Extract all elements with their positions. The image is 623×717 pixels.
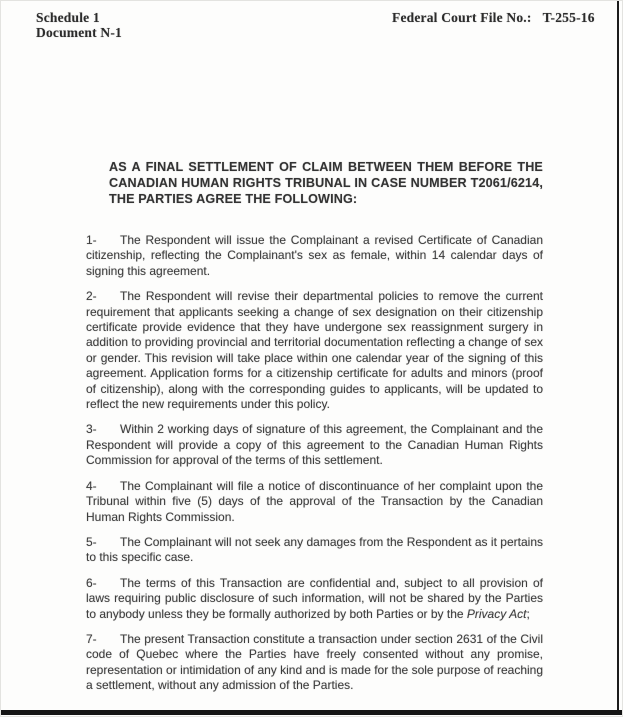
paragraph-4-number: 4- <box>86 478 97 493</box>
paragraph-5-number: 5- <box>86 534 97 549</box>
paragraph-6-text: The terms of this Transaction are confidential and, subject to all provision of laws requiring public disclosure of such information, will not be shared by the Parties to anybody unless they be formally authorized by both Parties or by the <box>86 575 543 621</box>
scan-edge-bottom-line <box>1 710 623 715</box>
paragraph-2-number: 2- <box>86 289 97 304</box>
paragraph-1 <box>86 233 543 279</box>
court-file-block <box>392 10 595 26</box>
paragraph-1-text: The Respondent will issue the Complainant a revised Certificate of Canadian citizenship, reflecting the Complainant's sex as female, within 14 calendar days of signing this agreement. <box>86 233 543 278</box>
document-number-label: Document N-1 <box>36 25 123 40</box>
paragraph-3-number: 3- <box>86 422 97 437</box>
paragraph-7 <box>86 632 543 694</box>
paragraph-7-text: The present Transaction constitute a transaction under section 2631 of the Civil code of Quebec where the Parties have freely consented without any promise, representation or intimidation of any kind and is made for the sole purpose of reaching a settlement, without any admission of the Parties. <box>86 631 543 693</box>
paragraph-5 <box>86 535 543 566</box>
paragraph-6-number: 6- <box>86 575 97 590</box>
court-file-number: T-255-16 <box>542 10 595 25</box>
settlement-title: AS A FINAL SETTLEMENT OF CLAIM BETWEEN THEM BEFORE THE CANADIAN HUMAN RIGHTS TRIBUNAL IN CASE NUMBER T2061/6214, THE PARTIES AGREE THE FOLLOWING: <box>109 160 543 206</box>
paragraph-6-text-end: ; <box>526 606 530 621</box>
paragraph-4 <box>86 479 543 525</box>
paragraph-2-text: The Respondent will revise their departmental policies to remove the current requirement that applicants seeking a change of sex designation on their citizenship certificate provide evidence that they have undergone sex reassignment surgery in addition to providing provincial and territorial documentation reflecting a change of sex or gender. This revision will take place within one calendar year of the signing of this agreement. Application forms for a citizenship certificate for adults and minors (proof of citizenship), along with the corresponding guides to applicants, will be updated to reflect the new requirements under this policy. <box>86 289 543 412</box>
privacy-act-citation: Privacy Act <box>466 606 527 621</box>
document-id-block <box>36 10 122 40</box>
paragraph-4-text: The Complainant will file a notice of discontinuance of her complaint upon the Tribunal within five (5) days of the approval of the Transaction by the Canadian Human Rights Commission. <box>86 478 543 524</box>
document-body <box>86 159 543 694</box>
paragraph-1-number: 1- <box>86 233 97 247</box>
paragraph-7-number: 7- <box>86 631 97 646</box>
court-file-label: Federal Court File No.: <box>392 10 532 25</box>
paragraph-3-text: Within 2 working days of signature of this agreement, the Complainant and the Respondent will provide a copy of this agreement to the Canadian Human Rights Commission for approval of the terms of this settlement. <box>86 422 543 468</box>
schedule-label: Schedule 1 <box>36 10 100 25</box>
scan-edge-right-line <box>617 1 619 713</box>
paragraph-2 <box>86 289 543 412</box>
paragraph-6 <box>86 576 543 622</box>
paragraph-5-text: The Complainant will not seek any damages from the Respondent as it pertains to this specific case. <box>86 534 543 565</box>
paragraph-3 <box>86 422 543 468</box>
